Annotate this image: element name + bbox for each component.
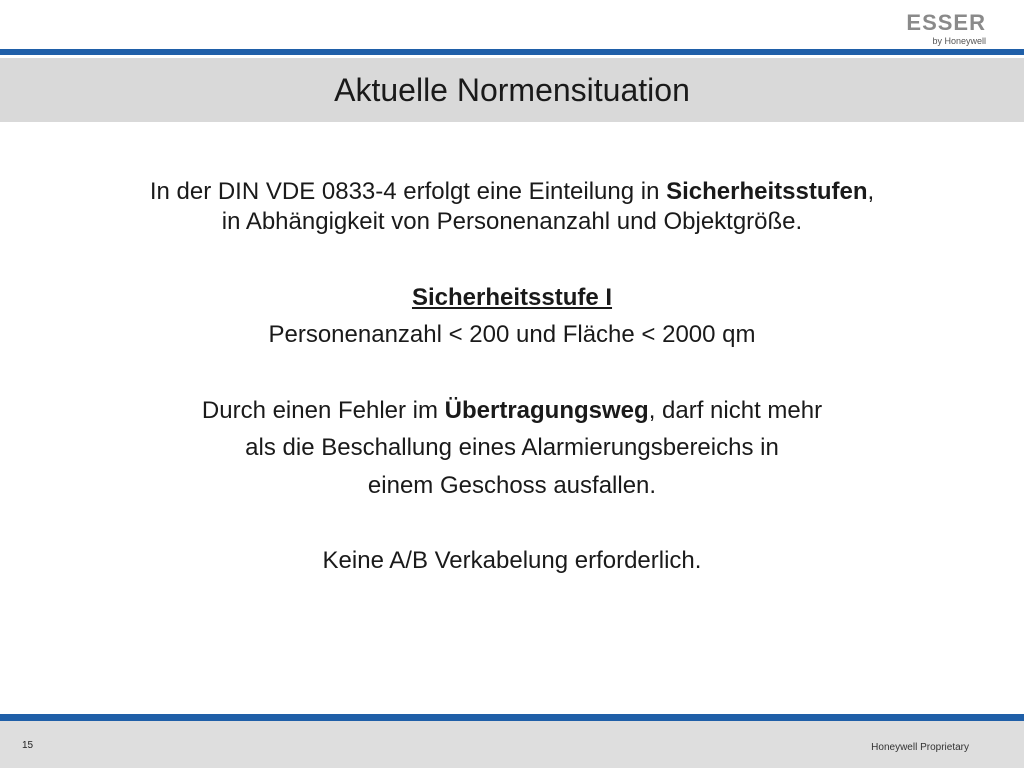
footer-accent-bar bbox=[0, 714, 1024, 721]
fault-text-pre: Durch einen Fehler im bbox=[201, 397, 445, 424]
fault-line-3: einem Geschoss ausfallen. bbox=[367, 472, 657, 499]
esser-logo bbox=[906, 12, 986, 47]
footer-label: Honeywell Proprietary bbox=[871, 742, 969, 753]
fault-emphasis: Übertragungsweg bbox=[444, 397, 649, 424]
fault-line-2: als die Beschallung eines Alarmierungsbereichs in bbox=[245, 434, 779, 461]
level-heading: Sicherheitsstufe I bbox=[411, 284, 613, 311]
intro-text-post: , bbox=[867, 178, 875, 205]
fault-text-post: , darf nicht mehr bbox=[648, 397, 823, 424]
intro-line-1 bbox=[0, 176, 1024, 208]
logo-subtitle: by Honeywell bbox=[932, 36, 986, 46]
slide-title: Aktuelle Normensituation bbox=[334, 72, 690, 108]
page-number: 15 bbox=[22, 740, 34, 751]
intro-text-pre: In der DIN VDE 0833-4 erfolgt eine Einteilung in bbox=[149, 178, 667, 205]
logo-wordmark: ESSER bbox=[906, 10, 986, 35]
fault-line-1 bbox=[0, 395, 1024, 427]
header-accent-bar bbox=[0, 49, 1024, 55]
intro-emphasis: Sicherheitsstufen bbox=[666, 178, 868, 205]
intro-line-2: in Abhängigkeit von Personenanzahl und Objektgröße. bbox=[221, 208, 803, 235]
level-condition: Personenanzahl < 200 und Fläche < 2000 qm bbox=[268, 321, 756, 348]
cabling-note: Keine A/B Verkabelung erforderlich. bbox=[322, 547, 702, 574]
